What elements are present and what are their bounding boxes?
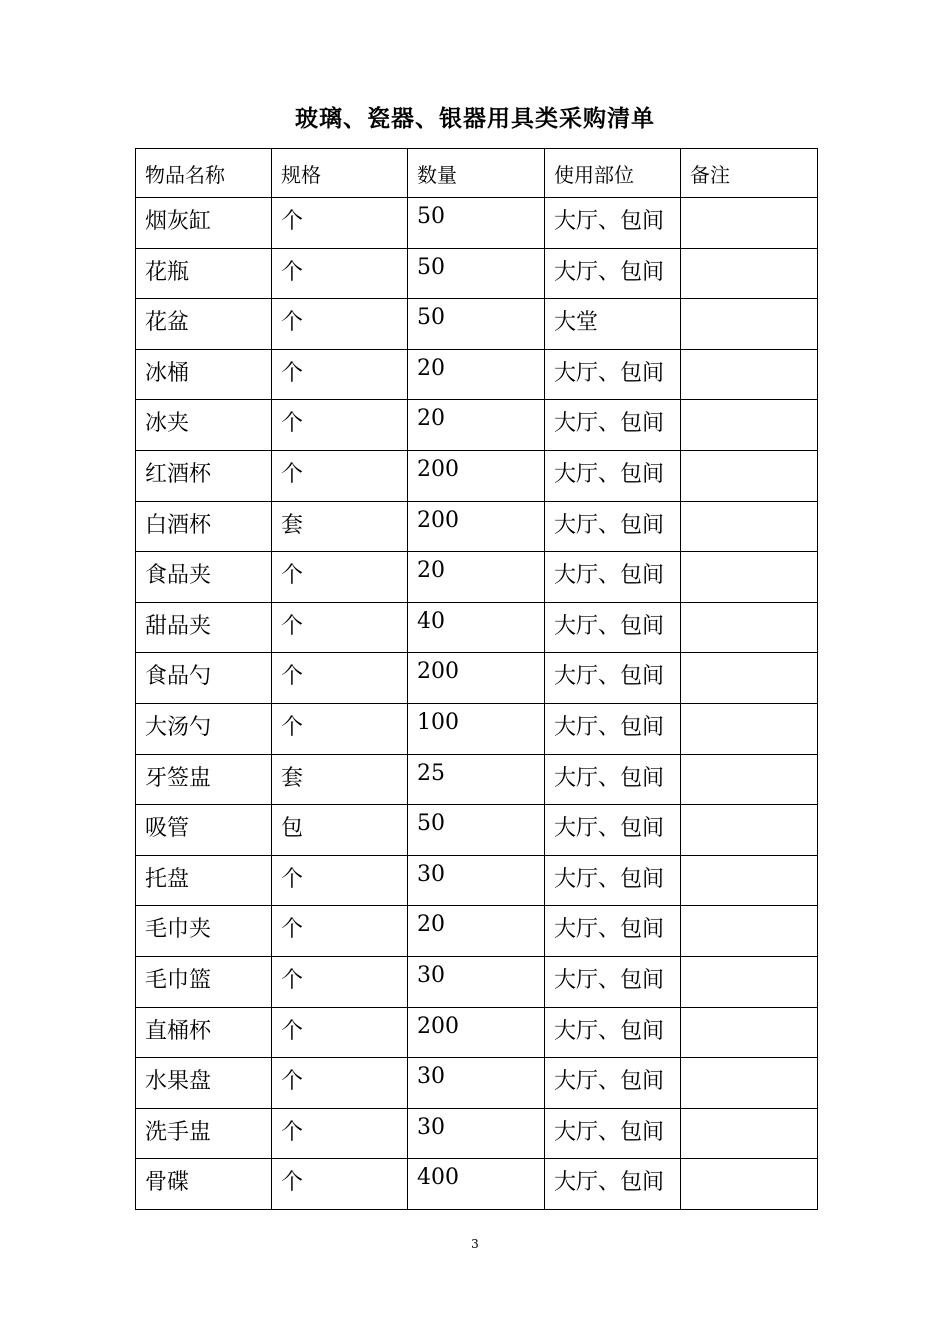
cell-item-name: 花瓶 [136,248,272,299]
table-row [136,855,818,906]
cell-spec: 套 [272,501,408,552]
cell-spec: 个 [272,198,408,249]
header-item-name: 物品名称 [136,149,272,198]
cell-item-name: 大汤勺 [136,703,272,754]
cell-item-name: 吸管 [136,805,272,856]
cell-quantity: 20 [408,552,545,603]
cell-quantity: 200 [408,1007,545,1058]
cell-usage-location: 大厅、包间 [545,400,681,451]
cell-usage-location: 大厅、包间 [545,602,681,653]
cell-usage-location: 大厅、包间 [545,552,681,603]
cell-spec: 个 [272,349,408,400]
cell-usage-location: 大厅、包间 [545,1058,681,1109]
header-quantity: 数量 [408,149,545,198]
cell-quantity: 400 [408,1159,545,1210]
cell-spec: 个 [272,1159,408,1210]
cell-quantity: 200 [408,653,545,704]
cell-remarks [681,349,818,400]
cell-quantity: 25 [408,754,545,805]
cell-usage-location: 大厅、包间 [545,198,681,249]
cell-spec: 个 [272,956,408,1007]
cell-item-name: 烟灰缸 [136,198,272,249]
cell-usage-location: 大厅、包间 [545,805,681,856]
cell-remarks [681,552,818,603]
cell-remarks [681,754,818,805]
cell-item-name: 花盆 [136,299,272,350]
header-spec: 规格 [272,149,408,198]
table-row [136,1108,818,1159]
table-row [136,501,818,552]
table-row [136,1159,818,1210]
cell-spec: 个 [272,653,408,704]
table-row [136,805,818,856]
table-row [136,1007,818,1058]
cell-spec: 个 [272,248,408,299]
table-row [136,450,818,501]
cell-spec: 个 [272,602,408,653]
cell-remarks [681,248,818,299]
cell-usage-location: 大厅、包间 [545,450,681,501]
table-row [136,754,818,805]
cell-remarks [681,400,818,451]
table-row [136,956,818,1007]
cell-item-name: 冰桶 [136,349,272,400]
cell-remarks [681,956,818,1007]
cell-item-name: 水果盘 [136,1058,272,1109]
cell-usage-location: 大厅、包间 [545,653,681,704]
cell-usage-location: 大厅、包间 [545,501,681,552]
cell-item-name: 骨碟 [136,1159,272,1210]
table-row [136,198,818,249]
purchase-list-table [135,148,818,1210]
cell-item-name: 毛巾夹 [136,906,272,957]
cell-quantity: 40 [408,602,545,653]
cell-item-name: 牙签盅 [136,754,272,805]
cell-usage-location: 大厅、包间 [545,248,681,299]
cell-spec: 个 [272,1007,408,1058]
cell-quantity: 20 [408,906,545,957]
cell-usage-location: 大厅、包间 [545,1007,681,1058]
cell-quantity: 30 [408,855,545,906]
cell-spec: 个 [272,450,408,501]
cell-remarks [681,855,818,906]
cell-remarks [681,450,818,501]
table-row [136,400,818,451]
table-row [136,703,818,754]
header-usage-location: 使用部位 [545,149,681,198]
cell-quantity: 100 [408,703,545,754]
cell-usage-location: 大厅、包间 [545,1108,681,1159]
cell-quantity: 50 [408,299,545,350]
cell-spec: 个 [272,1058,408,1109]
cell-quantity: 50 [408,805,545,856]
cell-item-name: 甜品夹 [136,602,272,653]
cell-item-name: 冰夹 [136,400,272,451]
cell-quantity: 20 [408,400,545,451]
cell-usage-location: 大厅、包间 [545,349,681,400]
cell-item-name: 红酒杯 [136,450,272,501]
cell-remarks [681,1108,818,1159]
cell-remarks [681,1058,818,1109]
cell-usage-location: 大厅、包间 [545,703,681,754]
cell-usage-location: 大厅、包间 [545,906,681,957]
cell-remarks [681,906,818,957]
cell-spec: 套 [272,754,408,805]
cell-usage-location: 大厅、包间 [545,1159,681,1210]
page-number: 3 [471,1237,479,1251]
cell-item-name: 食品勺 [136,653,272,704]
cell-spec: 个 [272,855,408,906]
cell-remarks [681,299,818,350]
cell-quantity: 50 [408,198,545,249]
cell-remarks [681,805,818,856]
table-row [136,653,818,704]
cell-item-name: 毛巾篮 [136,956,272,1007]
cell-remarks [681,198,818,249]
cell-quantity: 30 [408,956,545,1007]
cell-remarks [681,1007,818,1058]
header-remarks: 备注 [681,149,818,198]
table-row [136,248,818,299]
cell-quantity: 20 [408,349,545,400]
cell-usage-location: 大堂 [545,299,681,350]
cell-spec: 个 [272,906,408,957]
table-body [136,198,818,1210]
table-row [136,552,818,603]
cell-remarks [681,653,818,704]
cell-item-name: 托盘 [136,855,272,906]
cell-usage-location: 大厅、包间 [545,754,681,805]
cell-item-name: 食品夹 [136,552,272,603]
page-title: 玻璃、瓷器、银器用具类采购清单 [295,106,655,132]
table-row [136,906,818,957]
cell-usage-location: 大厅、包间 [545,956,681,1007]
cell-quantity: 200 [408,501,545,552]
table-row [136,299,818,350]
cell-remarks [681,703,818,754]
cell-spec: 个 [272,400,408,451]
cell-quantity: 30 [408,1058,545,1109]
table-header-row [136,149,818,198]
cell-quantity: 50 [408,248,545,299]
cell-quantity: 30 [408,1108,545,1159]
cell-spec: 个 [272,299,408,350]
cell-spec: 个 [272,552,408,603]
cell-usage-location: 大厅、包间 [545,855,681,906]
cell-spec: 个 [272,703,408,754]
table-row [136,349,818,400]
cell-quantity: 200 [408,450,545,501]
cell-spec: 个 [272,1108,408,1159]
cell-item-name: 白酒杯 [136,501,272,552]
table-row [136,602,818,653]
cell-spec: 包 [272,805,408,856]
table-row [136,1058,818,1109]
cell-item-name: 直桶杯 [136,1007,272,1058]
cell-remarks [681,501,818,552]
cell-remarks [681,602,818,653]
cell-item-name: 洗手盅 [136,1108,272,1159]
cell-remarks [681,1159,818,1210]
